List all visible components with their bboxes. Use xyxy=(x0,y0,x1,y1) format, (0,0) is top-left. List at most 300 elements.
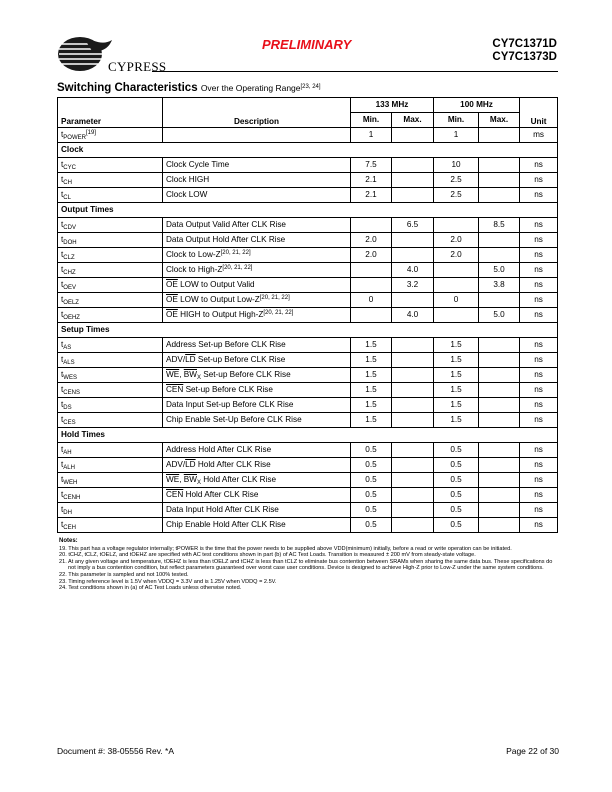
parameter-cell xyxy=(58,518,163,533)
min-value-cell: 2.0 xyxy=(434,233,479,248)
subscript: OEHZ xyxy=(63,315,80,321)
min-value-cell: 0.5 xyxy=(351,518,392,533)
subscript: X xyxy=(196,480,201,486)
note-item: 21. At any given voltage and temperature, tOEHZ is less than tOELZ and tCHZ is less than tCLZ to eliminate bus contention between SRAMs when sharing the same data bus. These specifications do not imply a bus contention condition, but reflect parameters guaranteed over worst case user conditions. Device is designed to achieve High-Z prior to Low-Z under the same system conditions. xyxy=(59,558,553,572)
max-value-cell: 5.0 xyxy=(479,263,520,278)
subscript: CES xyxy=(63,420,76,426)
table-row xyxy=(58,278,558,293)
subscript: DH xyxy=(63,510,72,516)
description-text: Data Input Set-up Before CLK Rise xyxy=(166,400,294,409)
parameter-cell xyxy=(58,188,163,203)
subscript: CENH xyxy=(63,495,81,501)
min-value-cell: 2.1 xyxy=(351,188,392,203)
min-value-cell: 0.5 xyxy=(351,488,392,503)
document-number: Document #: 38-05556 Rev. *A xyxy=(57,746,175,756)
max-value-cell xyxy=(479,383,520,398)
description-text: Clock HIGH xyxy=(166,175,210,184)
parameter-symbol: t xyxy=(61,250,64,259)
parameter-cell xyxy=(58,368,163,383)
min-value-cell: 1.5 xyxy=(434,413,479,428)
min-value-cell: 1.5 xyxy=(434,353,479,368)
unit-cell: ns xyxy=(520,338,558,353)
notes xyxy=(59,538,559,592)
note-ref: [20, 21, 22] xyxy=(259,295,290,301)
header-rule xyxy=(152,71,558,72)
section-subtitle: Over the Operating Range xyxy=(200,83,301,93)
max-value-cell xyxy=(479,233,520,248)
description-cell xyxy=(163,383,351,398)
parameter-symbol: t xyxy=(61,385,64,394)
description-cell xyxy=(163,308,351,323)
max-value-cell xyxy=(479,488,520,503)
unit-cell: ns xyxy=(520,218,558,233)
subscript: X xyxy=(196,375,201,381)
table-row xyxy=(58,458,558,473)
max-value-cell: 3.2 xyxy=(392,278,434,293)
unit-cell: ns xyxy=(520,458,558,473)
subscript: CEH xyxy=(63,525,76,531)
min-value-cell: 1 xyxy=(434,128,479,143)
max-value-cell xyxy=(479,368,520,383)
description-cell xyxy=(163,338,351,353)
description-text: Data Output Valid After CLK Rise xyxy=(166,220,286,229)
max-value-cell xyxy=(479,188,520,203)
subscript: ALS xyxy=(63,360,75,366)
group-label: Hold Times xyxy=(58,428,558,443)
description-text: Clock to High-Z xyxy=(166,265,223,274)
min-value-cell: 1.5 xyxy=(351,368,392,383)
min-value-cell: 0.5 xyxy=(434,473,479,488)
min-value-cell xyxy=(434,308,479,323)
description-cell xyxy=(163,413,351,428)
table-row xyxy=(58,518,558,533)
max-value-cell xyxy=(479,398,520,413)
active-low-signal: $\overline{OE}$ xyxy=(166,310,178,319)
max-value-cell xyxy=(392,233,434,248)
min-value-cell: 0.5 xyxy=(434,518,479,533)
description-text: Set-up Before CLK Rise xyxy=(183,385,273,394)
max-value-cell xyxy=(392,158,434,173)
description-cell xyxy=(163,188,351,203)
min-value-cell: 1.5 xyxy=(434,383,479,398)
parameter-cell xyxy=(58,248,163,263)
description-cell xyxy=(163,173,351,188)
description-separator: , xyxy=(179,475,184,484)
parameter-cell xyxy=(58,293,163,308)
table-row xyxy=(58,398,558,413)
max-value-cell: 4.0 xyxy=(392,308,434,323)
active-low-signal: $\overline{LD}$ xyxy=(185,355,196,364)
description-text: Data Input Hold After CLK Rise xyxy=(166,505,279,514)
section-refs: [23, 24] xyxy=(300,84,321,90)
subscript: CLZ xyxy=(63,255,75,261)
subscript: AS xyxy=(63,345,72,351)
table-row xyxy=(58,218,558,233)
min-value-cell: 1.5 xyxy=(351,413,392,428)
parameter-symbol: t xyxy=(61,340,64,349)
max-value-cell xyxy=(479,128,520,143)
min-value-cell: 2.0 xyxy=(351,248,392,263)
table-row xyxy=(58,158,558,173)
note-item: 20. tCHZ, tCLZ, tOELZ, and tOEHZ are specified with AC test conditions shown in part (b) of AC Test Loads. Transition is measured ± 200 mV from steady-state voltage. xyxy=(59,552,476,559)
description-cell xyxy=(163,353,351,368)
unit-cell: ns xyxy=(520,413,558,428)
max-value-cell xyxy=(479,443,520,458)
min-value-cell xyxy=(351,308,392,323)
parameter-cell xyxy=(58,263,163,278)
unit-cell: ns xyxy=(520,158,558,173)
max-value-cell xyxy=(392,173,434,188)
description-cell xyxy=(163,368,351,383)
description-text: Clock Cycle Time xyxy=(166,160,230,169)
min-value-cell: 2.5 xyxy=(434,188,479,203)
max-value-cell xyxy=(479,413,520,428)
description-text: LOW to Output Low-Z xyxy=(177,295,260,304)
parameter-symbol: t xyxy=(61,310,64,319)
active-low-signal: $\overline{OE}$ xyxy=(166,280,178,289)
table-row xyxy=(58,128,558,143)
parameter-symbol: t xyxy=(61,355,64,364)
max-value-cell xyxy=(392,188,434,203)
parameter-symbol: t xyxy=(61,445,64,454)
active-low-signal: $\overline{BW}$ xyxy=(183,475,197,484)
unit-cell: ns xyxy=(520,173,558,188)
subscript: DOH xyxy=(63,240,77,246)
parameter-symbol: t xyxy=(61,190,64,199)
max-value-cell xyxy=(392,353,434,368)
unit-cell: ns xyxy=(520,353,558,368)
description-cell xyxy=(163,503,351,518)
parameter-symbol: t xyxy=(61,220,64,229)
part-number: CY7C1373D xyxy=(492,51,557,63)
col-max: Max. xyxy=(479,113,520,128)
max-value-cell xyxy=(392,473,434,488)
min-value-cell: 1.5 xyxy=(434,338,479,353)
table-row xyxy=(58,413,558,428)
subscript: DS xyxy=(63,405,72,411)
note-item: 24. Test conditions shown in (a) of AC Test Loads unless otherwise noted. xyxy=(59,585,242,592)
table-row xyxy=(58,473,558,488)
min-value-cell xyxy=(434,278,479,293)
parameter-cell xyxy=(58,158,163,173)
min-value-cell: 1.5 xyxy=(434,398,479,413)
description-text: LOW to Output Valid xyxy=(177,280,255,289)
min-value-cell: 0.5 xyxy=(351,443,392,458)
description-cell xyxy=(163,458,351,473)
table-row xyxy=(58,383,558,398)
table-row xyxy=(58,293,558,308)
col-min: Min. xyxy=(434,113,479,128)
parameter-symbol: t xyxy=(61,415,64,424)
description-cell xyxy=(163,128,351,143)
min-value-cell: 1.5 xyxy=(351,338,392,353)
parameter-cell xyxy=(58,278,163,293)
min-value-cell: 0 xyxy=(351,293,392,308)
logo-wordmark: CYPRESS xyxy=(108,59,167,74)
min-value-cell: 0.5 xyxy=(434,443,479,458)
parameter-symbol: t xyxy=(61,475,64,484)
description-text: Hold After CLK Rise xyxy=(200,475,277,484)
min-value-cell: 0.5 xyxy=(434,503,479,518)
max-value-cell xyxy=(392,503,434,518)
unit-cell: ns xyxy=(520,248,558,263)
table-row xyxy=(58,263,558,278)
max-value-cell: 8.5 xyxy=(479,218,520,233)
note-ref: [20, 21, 22] xyxy=(222,265,253,271)
min-value-cell: 0.5 xyxy=(434,458,479,473)
max-value-cell xyxy=(479,158,520,173)
parameter-symbol: t xyxy=(61,235,64,244)
subscript: OELZ xyxy=(63,300,79,306)
description-cell xyxy=(163,473,351,488)
description-cell xyxy=(163,293,351,308)
col-description: Description xyxy=(163,98,351,128)
unit-cell: ns xyxy=(520,473,558,488)
min-value-cell: 2.0 xyxy=(434,248,479,263)
max-value-cell xyxy=(392,518,434,533)
parameter-symbol: t xyxy=(61,460,64,469)
parameter-symbol: t xyxy=(61,295,64,304)
subscript: CH xyxy=(63,180,72,186)
parameter-symbol: t xyxy=(61,160,64,169)
switching-characteristics-table xyxy=(57,97,558,533)
group-label: Setup Times xyxy=(58,323,558,338)
description-cell xyxy=(163,443,351,458)
max-value-cell: 6.5 xyxy=(392,218,434,233)
description-cell xyxy=(163,248,351,263)
subscript: WEH xyxy=(63,480,78,486)
group-header-row xyxy=(58,323,558,338)
part-number: CY7C1371D xyxy=(492,38,557,50)
section-title xyxy=(57,82,321,94)
subscript: CDV xyxy=(63,225,76,231)
table-row xyxy=(58,488,558,503)
table-row xyxy=(58,353,558,368)
min-value-cell: 0 xyxy=(434,293,479,308)
min-value-cell: 10 xyxy=(434,158,479,173)
table-row xyxy=(58,233,558,248)
group-header-row xyxy=(58,428,558,443)
max-value-cell xyxy=(479,503,520,518)
parameter-cell xyxy=(58,338,163,353)
active-low-signal: $\overline{OE}$ xyxy=(166,295,178,304)
min-value-cell xyxy=(351,263,392,278)
description-text: Clock to Low-Z xyxy=(166,250,221,259)
unit-cell: ns xyxy=(520,308,558,323)
description-cell xyxy=(163,488,351,503)
parameter-cell xyxy=(58,128,163,143)
col-speed-100: 100 MHz xyxy=(434,98,520,113)
table-row xyxy=(58,368,558,383)
unit-cell: ns xyxy=(520,293,558,308)
subscript: CENS xyxy=(63,390,80,396)
unit-cell: ns xyxy=(520,488,558,503)
parameter-cell xyxy=(58,473,163,488)
max-value-cell: 5.0 xyxy=(479,308,520,323)
parameter-cell xyxy=(58,218,163,233)
parameter-cell xyxy=(58,353,163,368)
unit-cell: ms xyxy=(520,128,558,143)
part-numbers xyxy=(492,38,557,64)
group-label: Clock xyxy=(58,143,558,158)
parameter-symbol: t xyxy=(61,520,64,529)
note-ref: [20, 21, 22] xyxy=(220,250,251,256)
active-low-signal: $\overline{CEN}$ xyxy=(166,385,184,394)
description-cell xyxy=(163,233,351,248)
description-cell xyxy=(163,263,351,278)
max-value-cell: 3.8 xyxy=(479,278,520,293)
description-text: Hold After CLK Rise xyxy=(183,490,259,499)
active-low-signal: $\overline{CEN}$ xyxy=(166,490,184,499)
subscript: CL xyxy=(63,195,71,201)
description-cell xyxy=(163,398,351,413)
parameter-symbol: t xyxy=(61,370,64,379)
description-text: Address Set-up Before CLK Rise xyxy=(166,340,286,349)
parameter-cell xyxy=(58,413,163,428)
subscript: OEV xyxy=(63,285,76,291)
description-separator: , xyxy=(179,370,184,379)
unit-cell: ns xyxy=(520,443,558,458)
unit-cell: ns xyxy=(520,368,558,383)
section-title-text: Switching Characteristics xyxy=(57,82,198,94)
table-row xyxy=(58,188,558,203)
min-value-cell: 1.5 xyxy=(351,398,392,413)
subscript: POWER xyxy=(63,135,86,141)
min-value-cell: 1.5 xyxy=(351,353,392,368)
parameter-cell xyxy=(58,398,163,413)
description-prefix: ADV/ xyxy=(166,460,186,469)
min-value-cell: 0.5 xyxy=(351,473,392,488)
max-value-cell xyxy=(479,353,520,368)
description-cell xyxy=(163,218,351,233)
description-text: Clock LOW xyxy=(166,190,208,199)
min-value-cell xyxy=(434,263,479,278)
parameter-symbol: t xyxy=(61,280,64,289)
subscript: CYC xyxy=(63,165,76,171)
description-text: Data Output Hold After CLK Rise xyxy=(166,235,286,244)
max-value-cell xyxy=(479,248,520,263)
max-value-cell xyxy=(392,383,434,398)
note-item: 23. Timing reference level is 1.5V when VDDQ = 3.3V and is 1.25V when VDDQ = 2.5V. xyxy=(59,578,277,585)
min-value-cell: 0.5 xyxy=(351,503,392,518)
min-value-cell: 1.5 xyxy=(351,383,392,398)
max-value-cell xyxy=(392,128,434,143)
min-value-cell: 7.5 xyxy=(351,158,392,173)
parameter-symbol: t xyxy=(61,265,64,274)
min-value-cell: 0.5 xyxy=(351,458,392,473)
table-row xyxy=(58,338,558,353)
max-value-cell xyxy=(479,473,520,488)
max-value-cell: 4.0 xyxy=(392,263,434,278)
description-text: Hold After CLK Rise xyxy=(195,460,271,469)
col-speed-133: 133 MHz xyxy=(351,98,434,113)
min-value-cell: 2.0 xyxy=(351,233,392,248)
min-value-cell: 2.1 xyxy=(351,173,392,188)
subscript: ALH xyxy=(63,465,75,471)
max-value-cell xyxy=(392,248,434,263)
min-value-cell xyxy=(351,278,392,293)
max-value-cell xyxy=(392,443,434,458)
note-ref: [20, 21, 22] xyxy=(263,310,294,316)
parameter-symbol: t xyxy=(61,505,64,514)
subscript: AH xyxy=(63,450,72,456)
description-text: Chip Enable Set-Up Before CLK Rise xyxy=(166,415,302,424)
min-value-cell xyxy=(434,218,479,233)
max-value-cell xyxy=(392,458,434,473)
table-row xyxy=(58,248,558,263)
parameter-symbol: t xyxy=(61,490,64,499)
unit-cell: ns xyxy=(520,518,558,533)
min-value-cell: 1.5 xyxy=(434,368,479,383)
unit-cell: ns xyxy=(520,263,558,278)
max-value-cell xyxy=(479,173,520,188)
notes-heading: Notes: xyxy=(59,538,78,544)
table-row xyxy=(58,443,558,458)
max-value-cell xyxy=(479,458,520,473)
unit-cell: ns xyxy=(520,383,558,398)
description-cell xyxy=(163,518,351,533)
parameter-cell xyxy=(58,308,163,323)
description-text: Set-up Before CLK Rise xyxy=(200,370,291,379)
description-text: HIGH to Output High-Z xyxy=(177,310,264,319)
min-value-cell xyxy=(351,218,392,233)
max-value-cell xyxy=(479,338,520,353)
table-row xyxy=(58,503,558,518)
active-low-signal: $\overline{LD}$ xyxy=(185,460,196,469)
unit-cell: ns xyxy=(520,233,558,248)
max-value-cell xyxy=(479,518,520,533)
subscript: CHZ xyxy=(63,270,76,276)
parameter-symbol: t xyxy=(61,400,64,409)
col-parameter: Parameter xyxy=(58,98,163,128)
group-label: Output Times xyxy=(58,203,558,218)
note-item: 19. This part has a voltage regulator internally; tPOWER is the time that the power needs to be supplied above VDD(minimum) initially, before a read or write operation can be initiated. xyxy=(59,545,512,552)
active-low-signal: $\overline{WE}$ xyxy=(166,370,180,379)
max-value-cell xyxy=(392,338,434,353)
description-prefix: ADV/ xyxy=(166,355,186,364)
parameter-cell xyxy=(58,173,163,188)
note-ref: [19] xyxy=(85,130,96,136)
description-cell xyxy=(163,278,351,293)
active-low-signal: $\overline{WE}$ xyxy=(166,475,180,484)
max-value-cell xyxy=(479,293,520,308)
max-value-cell xyxy=(392,293,434,308)
active-low-signal: $\overline{BW}$ xyxy=(183,370,197,379)
parameter-cell xyxy=(58,503,163,518)
min-value-cell: 1 xyxy=(351,128,392,143)
col-unit: Unit xyxy=(520,98,558,128)
unit-cell: ns xyxy=(520,503,558,518)
description-text: Address Hold After CLK Rise xyxy=(166,445,272,454)
subscript: WES xyxy=(63,375,77,381)
max-value-cell xyxy=(392,368,434,383)
group-header-row xyxy=(58,143,558,158)
min-value-cell: 2.5 xyxy=(434,173,479,188)
parameter-cell xyxy=(58,488,163,503)
col-min: Min. xyxy=(351,113,392,128)
description-text: Chip Enable Hold After CLK Rise xyxy=(166,520,286,529)
parameter-cell xyxy=(58,233,163,248)
group-header-row xyxy=(58,203,558,218)
parameter-cell xyxy=(58,383,163,398)
description-text: Set-up Before CLK Rise xyxy=(195,355,286,364)
unit-cell: ns xyxy=(520,278,558,293)
col-max: Max. xyxy=(392,113,434,128)
page-number: Page 22 of 30 xyxy=(506,746,559,756)
max-value-cell xyxy=(392,413,434,428)
parameter-symbol: t xyxy=(61,130,64,139)
min-value-cell: 0.5 xyxy=(434,488,479,503)
